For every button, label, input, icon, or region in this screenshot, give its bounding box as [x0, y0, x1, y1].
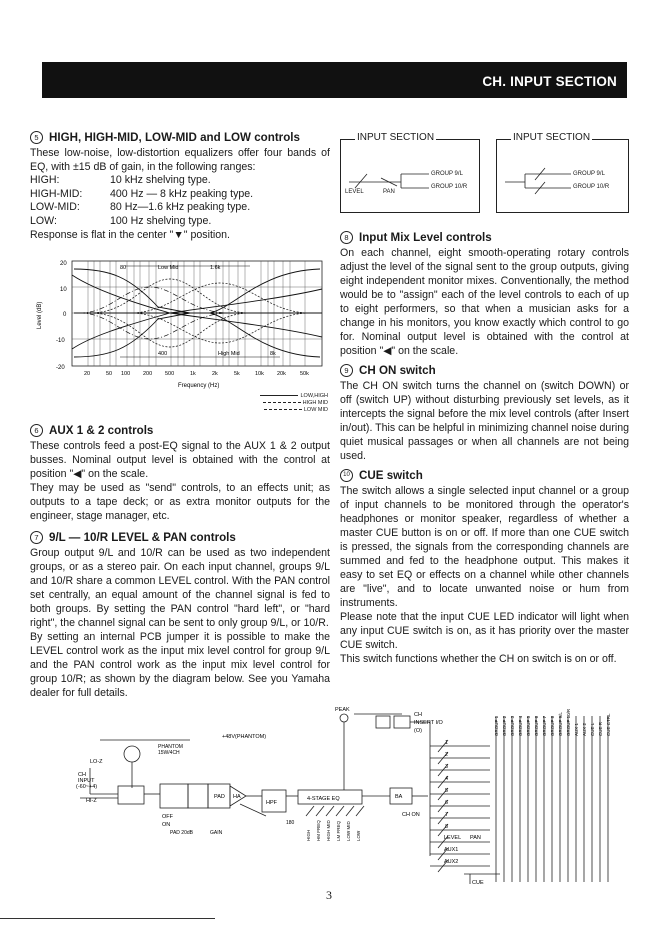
section-7-para: Group output 9/L and 10/R can be used as two independent groups, or as a stereo pair. On each input channel, groups 9/L and 10/R share a common LEVEL control. With the PAN control set centrally, an equal amount of the channel signal is fed to both groups. By setting the PAN control "hard left", or "hard right", the channel signal can be sent to only group 9/L, or 10/R. — [30, 547, 330, 629]
label: GROUP 5 — [526, 715, 531, 736]
section-7-heading — [30, 531, 330, 544]
section-9-heading — [340, 364, 629, 377]
footer-rule — [0, 918, 215, 919]
section-number: 7 — [30, 531, 43, 544]
section-10-para: Please note that the input CUE LED indicator will light when any input CUE switch is on, as it has priority over the master CUE switch. — [340, 611, 629, 651]
section-7-para: By setting an internal PCB jumper it is possible to make the LEVEL control work as the input mix level control for group 9/L and the PAN control work as the input mix level control for group 10/R; as shown by the diagram below. See you Yamaha dealer for full details. — [30, 631, 330, 699]
label: AUX 2 — [582, 722, 587, 736]
section-5-outro: Response is flat in the center "▼" position. — [30, 229, 230, 241]
input-section-diagram-2: INPUT SECTION GROUP 9/L GROUP 10/R — [496, 139, 629, 213]
graph-legend — [208, 392, 328, 413]
label: GROUP 3 — [510, 715, 515, 736]
label: GROUP 1 — [494, 715, 499, 736]
section-number: 6 — [30, 424, 43, 437]
x-tick: 10k — [255, 371, 264, 377]
label: 3 — [445, 764, 449, 770]
section-number: 10 — [340, 469, 353, 482]
label: LO-Z — [90, 759, 103, 765]
legend-item: LOW MID — [208, 406, 328, 413]
page-number: 3 — [326, 888, 332, 902]
label: PAD 20dB — [170, 830, 193, 836]
label: CH — [414, 712, 422, 718]
section-6-para: These controls feed a post-EQ signal to the AUX 1 & 2 output busses. Nominal output level is obtained with the control at position "◀" on the scale. — [30, 440, 330, 480]
label: 1 — [445, 740, 449, 746]
annotation: 400 — [158, 351, 168, 357]
label: LOW — [356, 830, 361, 841]
label: 15W/4CH — [158, 750, 180, 756]
label: 5 — [445, 788, 449, 794]
section-5-title: HIGH, HIGH-MID, LOW-MID and LOW controls — [49, 131, 300, 144]
annotation: 1.6k — [210, 265, 221, 271]
label: CUE — [472, 880, 484, 886]
y-tick: 20 — [60, 261, 67, 267]
label: CUE L — [590, 722, 595, 736]
label: (O) — [414, 728, 422, 734]
label: HIGH — [306, 829, 311, 841]
section-5-intro: These low-noise, low-distortion equalizers offer four bands of EQ, with ±15 dB of gain, in the following ranges: — [30, 147, 330, 173]
right-column — [340, 231, 629, 666]
label: 180 — [286, 820, 295, 826]
section-title: CH. INPUT SECTION — [482, 74, 617, 89]
section-8-title: Input Mix Level controls — [359, 231, 492, 244]
label: HPF — [266, 800, 277, 806]
section-10-heading — [340, 469, 629, 482]
label: PAD — [214, 794, 225, 800]
label: AUX2 — [444, 859, 459, 865]
label: 8 — [445, 824, 449, 830]
label: CH — [78, 772, 86, 778]
label: GROUP 9/L — [558, 712, 563, 736]
x-tick: 20 — [84, 371, 91, 377]
section-6-title: AUX 1 & 2 controls — [49, 424, 154, 437]
section-7-title: 9/L — 10/R LEVEL & PAN controls — [49, 531, 236, 544]
eq-range-list — [30, 174, 330, 228]
eq-range-row: LOW-MID: 80 Hz—1.6 kHz peaking type. — [30, 201, 251, 213]
section-number: 9 — [340, 364, 353, 377]
label: OFF — [162, 814, 173, 820]
section-5-heading — [30, 131, 330, 144]
y-tick: 10 — [60, 287, 67, 293]
label: HA — [233, 794, 241, 800]
section-6-heading — [30, 424, 330, 437]
x-tick: 50 — [106, 371, 113, 377]
legend-item: LOW,HIGH — [208, 392, 328, 399]
label: BA — [395, 794, 403, 800]
label: +48V(PHANTOM) — [222, 734, 267, 740]
eq-response-graph — [30, 257, 330, 422]
x-tick: 2k — [212, 371, 218, 377]
label: GROUP 2 — [502, 715, 507, 736]
eq-range-row: HIGH: 10 kHz shelving type. — [30, 174, 211, 186]
label: 4 — [445, 776, 449, 782]
label: LM FREQ — [336, 820, 341, 841]
label: GAIN — [210, 830, 223, 836]
section-number: 8 — [340, 231, 353, 244]
label: 6 — [445, 800, 449, 806]
label: CUE CTRL — [606, 713, 611, 736]
label: AUX 1 — [574, 722, 579, 736]
annotation: High Mid — [218, 351, 240, 357]
section-6-para: They may be used as "send" controls, to an effects unit; as outputs to a tape deck; or as extra monitor outputs for the engineer, stage manager, etc. — [30, 482, 330, 522]
section-9-title: CH ON switch — [359, 364, 436, 377]
x-tick: 500 — [165, 371, 175, 377]
x-tick: 1k — [190, 371, 196, 377]
label: CUE R — [598, 721, 603, 736]
section-10-para: This switch functions whether the CH on switch is on or off. — [340, 653, 617, 665]
x-tick: 100 — [121, 371, 131, 377]
label: ON — [162, 822, 171, 828]
eq-range-row: LOW: 100 Hz shelving type. — [30, 214, 212, 227]
y-tick: -10 — [56, 338, 65, 344]
label: GROUP 4 — [518, 715, 523, 736]
y-tick: -20 — [56, 365, 65, 371]
section-number: 5 — [30, 131, 43, 144]
label: LEVEL — [444, 835, 462, 841]
x-axis-label: Frequency (Hz) — [178, 383, 220, 389]
label: INPUT — [78, 778, 95, 784]
channel-block-diagram — [30, 706, 630, 891]
input-section-diagram-1: INPUT SECTION GROUP 9/L GROUP 10/R LEVEL PAN — [340, 139, 480, 213]
label: LOW MID — [346, 821, 351, 841]
label: HM FREQ — [316, 820, 321, 841]
section-10-para: The switch allows a single selected input channel or a group of input channels to be monitored through the operator's headphones or monitor speaker, regardless of whether a master CUE button is on or off. If more than one CUE switch is pressed, the signals from the corresponding channels are summed and fed to the headphone output. This makes it easy to set EQ or effects on a channel while other channels are "live", and to locate unwanted noise or hum from instruments. — [340, 485, 629, 609]
label: HIGH MID — [326, 820, 331, 841]
x-tick: 200 — [143, 371, 153, 377]
y-tick: 0 — [63, 312, 67, 318]
section-9-para: The CH ON switch turns the channel on (switch DOWN) or off (switch UP) without disturbing previously set levels, as it intercepts the signal before the mix level controls (after Insert in/out). This can be helpful in minimizing channel noise during quiet musical passages or when all channels are not being used. — [340, 380, 629, 462]
x-tick: 20k — [277, 371, 286, 377]
label: PAN — [470, 835, 481, 841]
label: CH ON — [402, 812, 420, 818]
y-axis-label: Level (dB) — [37, 301, 43, 329]
label: (-60~+4) — [76, 784, 98, 790]
label: HI-Z — [86, 798, 97, 804]
x-tick: 50k — [300, 371, 309, 377]
label: 4-STAGE EQ — [307, 796, 340, 802]
label: AUX1 — [444, 847, 459, 853]
label: INSERT I/O — [414, 720, 443, 726]
label: GROUP 10/R — [566, 708, 571, 736]
label: 7 — [445, 812, 449, 818]
section-10-title: CUE switch — [359, 469, 423, 482]
x-tick: 5k — [234, 371, 240, 377]
block-diagram-svg — [30, 706, 630, 891]
label: GROUP 8 — [550, 715, 555, 736]
left-column — [30, 131, 330, 700]
section-header-bar — [42, 62, 627, 98]
legend-item: HIGH MID — [208, 399, 328, 406]
eq-graph-svg — [30, 257, 330, 392]
label: 2 — [445, 752, 449, 758]
annotation: 80 — [120, 265, 127, 271]
label: GROUP 7 — [542, 715, 547, 736]
label: PEAK — [335, 707, 350, 713]
section-8-para: On each channel, eight smooth-operating rotary controls adjust the level of the signal sent to the group outputs, giving eight independent monitor mixes. Conventionally, the method would be to "assign" each of the level controls to each of up to eight performers, so that when a musician asks for a change in his monitors, you know exactly which control to go for. Nominal output level is obtained with the control at position "◀" on the scale. — [340, 247, 629, 357]
annotation: 8k — [270, 351, 276, 357]
label: PHANTOM — [158, 744, 183, 750]
eq-range-row: HIGH-MID: 400 Hz — 8 kHz peaking type. — [30, 187, 254, 200]
diagram-svg — [497, 140, 628, 212]
label: GROUP 6 — [534, 715, 539, 736]
annotation: Low Mid — [158, 265, 179, 271]
section-8-heading — [340, 231, 629, 244]
